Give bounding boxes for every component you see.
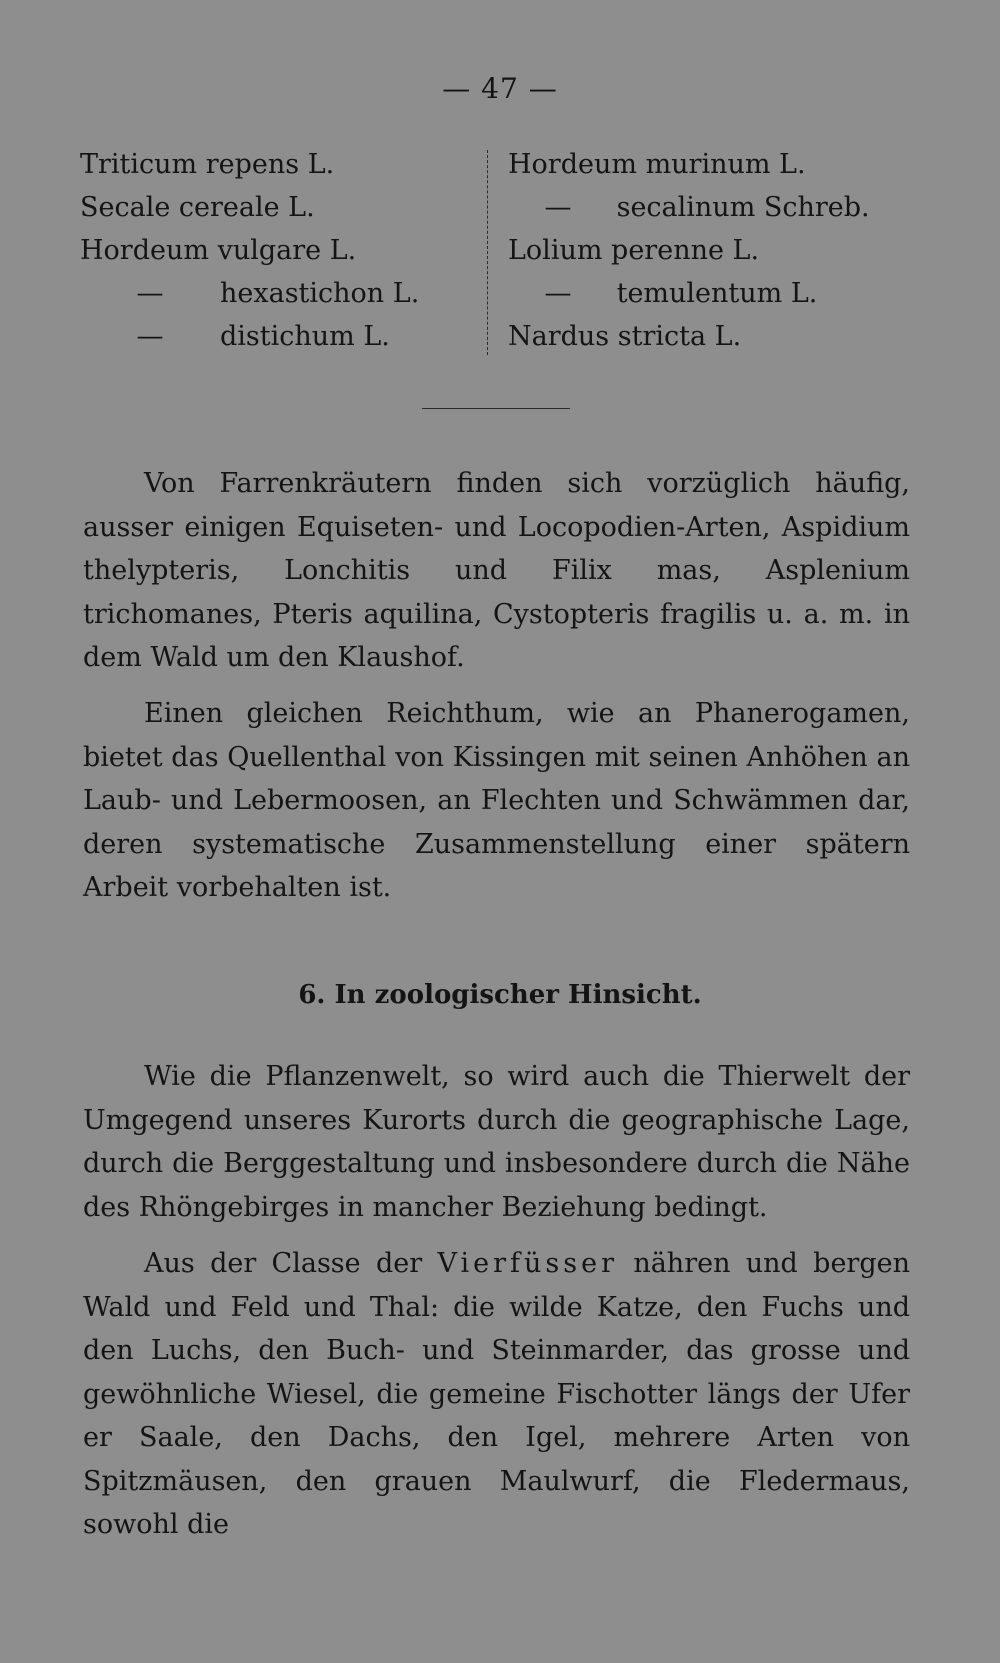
species-epithet: hexastichon L. [220, 278, 420, 309]
species-genus: Hordeum [80, 235, 209, 266]
species-entry [508, 143, 928, 186]
species-genus-ditto: — [544, 192, 572, 223]
species-entry [80, 229, 480, 272]
emphasized-term: Vierfüsser [437, 1248, 618, 1279]
paragraph-ferns: Von Farrenkräutern finden sich vorzüglich häufig, ausser einigen Equiseten- und Locopodien-Arten, Aspidium thelypteris, Lonchitis und Filix mas, Asplenium trichomanes, Pteris aquilina, Cystopteris fragilis u. a. m. in dem Wald um den Klaushof. [83, 468, 910, 673]
species-genus-ditto: — [136, 278, 164, 309]
species-entry [508, 315, 928, 358]
species-epithet: stricta L. [617, 321, 742, 352]
species-entry [80, 186, 480, 229]
species-genus: Hordeum [508, 149, 637, 180]
species-entry [80, 143, 480, 186]
species-epithet: murinum L. [645, 149, 806, 180]
paragraph-mammals [83, 1242, 910, 1547]
species-epithet: temulentum L. [616, 278, 818, 309]
species-genus-ditto: — [136, 321, 164, 352]
species-list-left [80, 143, 480, 358]
column-divider [487, 150, 488, 355]
species-epithet: secalinum Schreb. [616, 192, 870, 223]
page-number: — 47 — [442, 72, 558, 105]
species-epithet: perenne L. [611, 235, 760, 266]
paragraph-mosses: Einen gleichen Reichthum, wie an Phanerogamen, bietet das Quellenthal von Kissingen mit seinen Anhöhen an Laub- und Lebermoosen, an Flechten und Schwämmen dar, deren systematische Zusammenstellung einer spätern Arbeit vorbehalten ist. [83, 698, 910, 903]
species-entry [80, 272, 480, 315]
species-entry [508, 272, 928, 315]
paragraph-fauna-intro: Wie die Pflanzenwelt, so wird auch die Thierwelt der Umgegend unseres Kurorts durch die geographische Lage, durch die Berggestaltung und insbesondere durch die Nähe des Rhöngebirges in mancher Beziehung bedingt. [83, 1061, 910, 1223]
species-epithet: vulgare L. [217, 235, 357, 266]
species-entry [508, 229, 928, 272]
section-heading: 6. In zoologischer Hinsicht. [298, 980, 702, 1010]
species-entry [80, 315, 480, 358]
paragraph-mammals-rest: nähren und bergen Wald und Feld und Thal: die wilde Katze, den Fuchs und den Luchs, den Buch- und Steinmarder, das grosse und gewöhnliche Wiesel, die gemeine Fischotter längs der Ufer er Saale, den Dachs, den Igel, mehrere Arten von Spitzmäusen, den grauen Maulwurf, die Fledermaus, sowohl die [83, 1248, 910, 1540]
paragraph-mammals-start: Aus der Classe der [144, 1248, 423, 1279]
species-entry [508, 186, 928, 229]
species-epithet: repens L. [205, 149, 335, 180]
species-genus-ditto: — [544, 278, 572, 309]
species-genus: Secale [80, 192, 171, 223]
species-epithet: cereale L. [178, 192, 315, 223]
species-list-right [508, 143, 928, 358]
species-genus: Lolium [508, 235, 603, 266]
section-divider [422, 408, 570, 409]
species-genus: Triticum [80, 149, 198, 180]
species-genus: Nardus [508, 321, 610, 352]
species-epithet: distichum L. [220, 321, 390, 352]
